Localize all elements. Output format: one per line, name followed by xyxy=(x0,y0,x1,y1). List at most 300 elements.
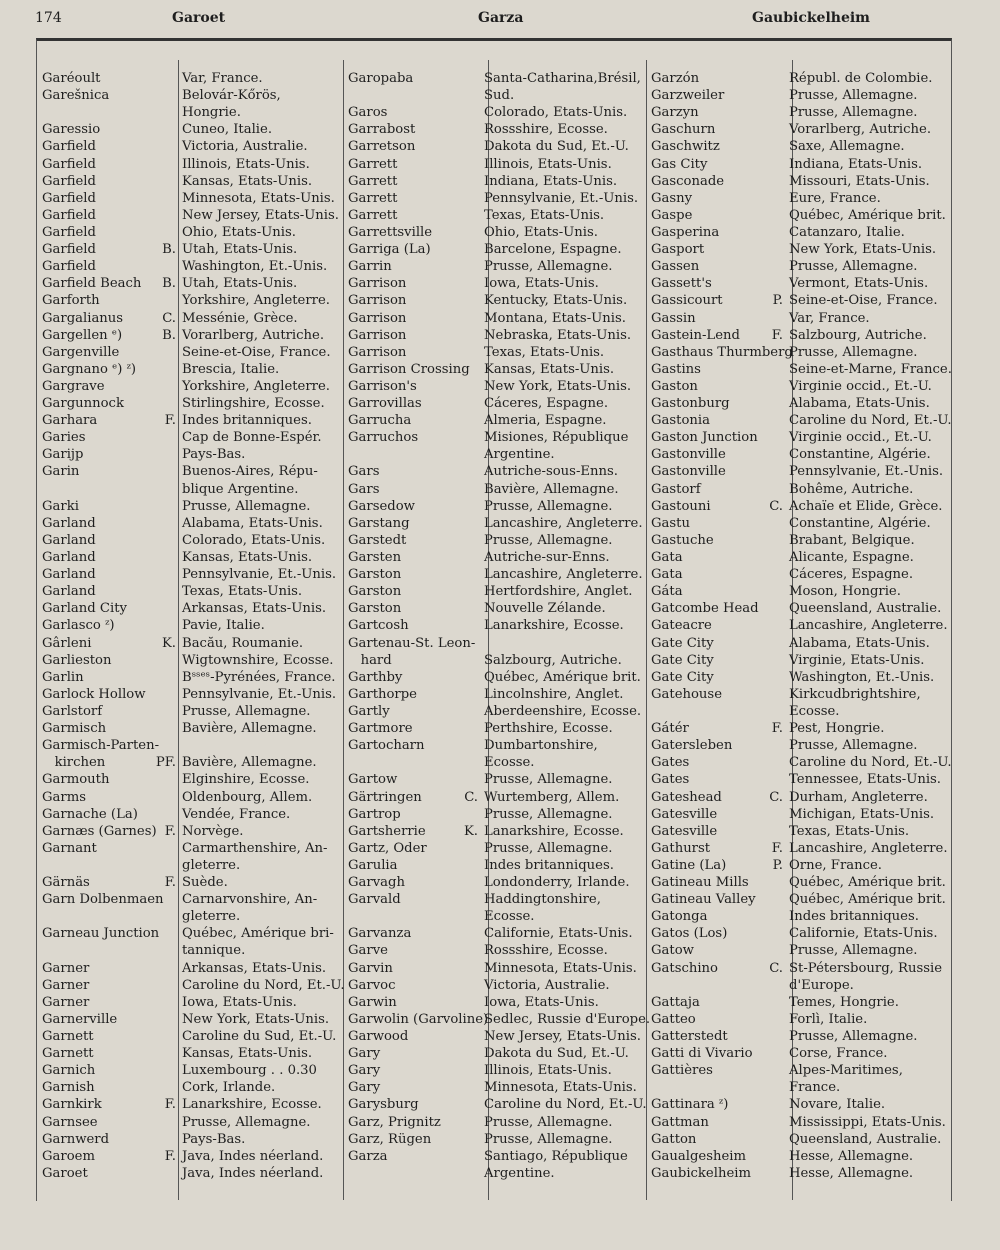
place-name: Gary xyxy=(348,1063,381,1079)
entry-row xyxy=(42,1096,340,1113)
region-country: Var, France. xyxy=(789,310,870,326)
place-name: Gatschino xyxy=(651,960,718,976)
region-country: Caroline du Nord, Et.-U. xyxy=(182,977,345,993)
place-name: Garretson xyxy=(348,139,416,155)
service-mark: F. xyxy=(164,1148,176,1164)
entry-row xyxy=(42,361,340,378)
header-first-entry: Garoet xyxy=(172,10,226,26)
region-country: Bˢˢᵉˢ-Pyrénées, France. xyxy=(182,669,336,685)
entry-row xyxy=(42,908,340,925)
region-country: Haddingtonshire, xyxy=(484,892,601,908)
place-name: Garijp xyxy=(42,447,84,463)
place-name: Garstedt xyxy=(348,532,407,548)
region-country: Hesse, Allemagne. xyxy=(789,1165,914,1181)
place-name: Gaston Junction xyxy=(651,430,758,446)
region-country: Québec, Amérique brit. xyxy=(484,669,641,685)
entry-row xyxy=(651,70,947,87)
entry-row xyxy=(42,583,340,600)
place-name: Garlock Hollow xyxy=(42,686,146,702)
place-name: Garnache (La) xyxy=(42,806,138,822)
entry-row xyxy=(651,361,952,378)
entry-row xyxy=(651,241,947,258)
entry-row xyxy=(348,754,644,771)
region-country: Ecosse. xyxy=(484,755,535,771)
region-country: Bacău, Roumanie. xyxy=(182,635,304,651)
entry-row xyxy=(651,566,947,583)
region-country: Texas, Etats-Unis. xyxy=(484,207,605,223)
entry-row xyxy=(651,344,947,361)
region-country: New York, Etats-Unis. xyxy=(484,378,632,394)
place-name: Gatos (Los) xyxy=(651,926,728,942)
entry-row xyxy=(42,652,340,669)
entry-row xyxy=(348,669,644,686)
place-name: Gaualgesheim xyxy=(651,1148,747,1164)
region-country: Forlì, Italie. xyxy=(789,1011,868,1027)
region-country: Arkansas, Etats-Unis. xyxy=(182,601,327,617)
place-name: Garvald xyxy=(348,892,401,908)
place-name: Gastorf xyxy=(651,481,701,497)
entry-row xyxy=(651,617,947,634)
region-country: Catanzaro, Italie. xyxy=(789,224,905,240)
place-name: Gars xyxy=(348,464,380,480)
place-name: Gáta xyxy=(651,584,683,600)
region-country: Minnesota, Etats-Unis. xyxy=(484,960,637,976)
region-country: Alpes-Maritimes, xyxy=(789,1063,903,1079)
region-country: Java, Indes néerland. xyxy=(182,1148,324,1164)
place-name: Garrison xyxy=(348,310,407,326)
region-country: Prusse, Allemagne. xyxy=(789,943,918,959)
place-name: Gatineau Valley xyxy=(651,892,756,908)
region-country: Prusse, Allemagne. xyxy=(789,1029,918,1045)
entry-row xyxy=(348,190,644,207)
place-name: Garnett xyxy=(42,1029,94,1045)
place-name: Garland xyxy=(42,584,96,600)
place-name: Gassen xyxy=(651,259,700,275)
entry-row xyxy=(348,703,644,720)
place-name: Gateshead xyxy=(651,789,722,805)
place-name: Garforth xyxy=(42,293,100,309)
entry-row xyxy=(42,156,340,173)
entry-row xyxy=(42,463,340,480)
service-mark: F. xyxy=(164,413,176,429)
entry-row xyxy=(651,173,947,190)
place-name: Garies xyxy=(42,430,86,446)
place-name: Gassin xyxy=(651,310,696,326)
place-name: Garrett xyxy=(348,173,398,189)
place-name: Garston xyxy=(348,601,402,617)
place-name: Garnerville xyxy=(42,1011,118,1027)
entry-row xyxy=(348,635,644,652)
place-name: Garstang xyxy=(348,515,410,531)
place-name: Garos xyxy=(348,105,388,121)
entry-row xyxy=(42,224,340,241)
region-country: Illinois, Etats-Unis. xyxy=(484,1063,612,1079)
region-country: Pennsylvanie, Et.-Unis. xyxy=(182,686,337,702)
region-country: Iowa, Etats-Unis. xyxy=(484,994,599,1010)
region-country: Lancashire, Angleterre. xyxy=(484,567,643,583)
place-name: Garfield xyxy=(42,224,96,240)
region-country: Wurtemberg, Allem. xyxy=(484,789,620,805)
place-name: Gasperina xyxy=(651,224,720,240)
entry-row xyxy=(42,138,340,155)
entry-row xyxy=(42,737,340,754)
place-name: Gatterstedt xyxy=(651,1029,728,1045)
region-country: Indes britanniques. xyxy=(182,413,312,429)
entry-row xyxy=(651,258,947,275)
region-country: Cap de Bonne-Espér. xyxy=(182,430,322,446)
entry-row xyxy=(651,1079,947,1096)
region-country: Rossshire, Ecosse. xyxy=(484,943,608,959)
region-country: Salzbourg, Autriche. xyxy=(789,327,927,343)
entry-row xyxy=(42,771,340,788)
place-name: Garmisch xyxy=(42,721,107,737)
region-country: Lincolnshire, Anglet. xyxy=(484,686,624,702)
place-name: Gargrave xyxy=(42,378,105,394)
region-country: Santiago, République xyxy=(484,1148,628,1164)
region-country: Prusse, Allemagne. xyxy=(484,532,613,548)
place-name: Garza xyxy=(348,1148,388,1164)
place-name: Garnæs (Garnes) xyxy=(42,823,157,839)
entry-row xyxy=(42,446,340,463)
region-country: Elginshire, Ecosse. xyxy=(182,772,310,788)
entry-row xyxy=(348,224,644,241)
entry-row xyxy=(348,87,644,104)
place-name: Garrabost xyxy=(348,122,416,138)
entry-row xyxy=(42,327,340,344)
entry-row xyxy=(651,224,947,241)
entry-row xyxy=(42,241,340,258)
page-header xyxy=(0,10,1000,38)
region-country: Bavière, Allemagne. xyxy=(182,755,317,771)
place-name: Garrovillas xyxy=(348,396,422,412)
region-country: Prusse, Allemagne. xyxy=(484,840,613,856)
place-name: Gastu xyxy=(651,515,690,531)
entry-row xyxy=(651,207,947,224)
entry-row xyxy=(348,1028,644,1045)
place-name: Garthby xyxy=(348,669,403,685)
entry-row xyxy=(348,686,644,703)
region-country: Cáceres, Espagne. xyxy=(789,567,914,583)
entry-row xyxy=(651,840,947,857)
entry-row xyxy=(348,121,644,138)
entry-row xyxy=(651,549,947,566)
entry-row xyxy=(348,823,644,840)
service-mark: B. xyxy=(162,242,176,258)
entry-row xyxy=(348,207,644,224)
place-name: Gatine (La) xyxy=(651,857,727,873)
entry-row xyxy=(348,515,644,532)
place-name: Garner xyxy=(42,994,90,1010)
entry-row xyxy=(348,925,644,942)
entry-row xyxy=(651,669,947,686)
entry-row xyxy=(42,549,340,566)
entry-row xyxy=(651,823,947,840)
place-name: Garfield xyxy=(42,156,96,172)
entry-row xyxy=(651,583,947,600)
header-middle-entry: Garza xyxy=(478,10,524,26)
entry-row xyxy=(348,977,644,994)
region-country: Prusse, Allemagne. xyxy=(789,259,918,275)
place-name: Garnant xyxy=(42,840,97,856)
entry-row xyxy=(651,156,947,173)
place-name: Garfield xyxy=(42,207,96,223)
service-mark: C. xyxy=(769,498,783,514)
gazetteer-column-1 xyxy=(42,70,345,1200)
place-name: Garnsee xyxy=(42,1114,98,1130)
region-country: Prusse, Allemagne. xyxy=(789,344,918,360)
header-last-entry: Gaubickelheim xyxy=(752,10,870,26)
place-name: Gathurst xyxy=(651,840,711,856)
region-country: Ecosse. xyxy=(789,703,840,719)
region-country: Carnarvonshire, An- xyxy=(182,892,318,908)
region-country: Sedlec, Russie d'Europe. xyxy=(484,1011,651,1027)
place-name: Gartsherrie xyxy=(348,823,426,839)
region-country: Kansas, Etats-Unis. xyxy=(484,361,615,377)
service-mark: C. xyxy=(162,310,176,326)
region-country: Argentine. xyxy=(484,1165,555,1181)
place-name: Garland xyxy=(42,532,96,548)
region-country: Nouvelle Zélande. xyxy=(484,601,606,617)
region-country: Washington, Et.-Unis. xyxy=(182,259,328,275)
place-name: Gatineau Mills xyxy=(651,875,749,891)
place-name: Garwin xyxy=(348,994,397,1010)
region-country: Kansas, Etats-Unis. xyxy=(182,1046,313,1062)
region-country: Cuneo, Italie. xyxy=(182,122,273,138)
region-country: Alabama, Etats-Unis. xyxy=(182,515,323,531)
entry-row xyxy=(42,1045,340,1062)
entry-row xyxy=(348,275,644,292)
place-name: Gattaja xyxy=(651,994,700,1010)
region-country: Queensland, Australie. xyxy=(789,601,942,617)
place-name: Gátér xyxy=(651,721,689,737)
place-name: Garfield xyxy=(42,139,96,155)
gazetteer-column-3 xyxy=(651,70,952,1200)
entry-row xyxy=(348,1165,644,1182)
entry-row xyxy=(348,138,644,155)
place-name: Gartly xyxy=(348,703,390,719)
entry-row xyxy=(651,532,947,549)
entry-row xyxy=(651,908,947,925)
region-country: New York, Etats-Unis. xyxy=(789,242,937,258)
entry-row xyxy=(651,412,952,429)
region-country: Bohême, Autriche. xyxy=(789,481,914,497)
place-name: Gate City xyxy=(651,635,714,651)
region-country: Hertfordshire, Anglet. xyxy=(484,584,633,600)
region-country: Belovár-Kőrös, xyxy=(182,88,281,104)
entry-row xyxy=(348,310,644,327)
service-mark: P. xyxy=(772,293,783,309)
region-country: Caroline du Nord, Et.-U. xyxy=(484,1097,647,1113)
region-country: Pays-Bas. xyxy=(182,1131,246,1147)
service-mark: F. xyxy=(164,1097,176,1113)
region-country: Bavière, Allemagne. xyxy=(484,481,619,497)
region-country: Yorkshire, Angleterre. xyxy=(182,378,330,394)
entry-row xyxy=(348,1148,644,1165)
place-name: Garsten xyxy=(348,550,402,565)
entry-row xyxy=(42,395,340,412)
place-name: Gary xyxy=(348,1046,381,1062)
entry-row xyxy=(348,532,644,549)
entry-row xyxy=(42,1028,340,1045)
region-country: Pays-Bas. xyxy=(182,447,246,463)
place-name: Garrison xyxy=(348,276,407,292)
region-country: Hongrie. xyxy=(182,105,241,121)
place-name: Garrison xyxy=(348,327,407,343)
place-name: Garland xyxy=(42,567,96,583)
region-country: Kansas, Etats-Unis. xyxy=(182,173,313,189)
region-country: Virginie occid., Et.-U. xyxy=(789,378,932,394)
entry-row xyxy=(348,652,644,669)
place-name: Gattman xyxy=(651,1114,709,1130)
region-country: Achaïe et Elide, Grèce. xyxy=(789,498,943,514)
region-country: Indiana, Etats-Unis. xyxy=(484,173,618,189)
entry-row xyxy=(651,121,947,138)
region-country: Québec, Amérique brit. xyxy=(789,892,946,908)
place-name: Garrucha xyxy=(348,413,412,429)
entry-row xyxy=(42,310,340,327)
place-name: Garešnica xyxy=(42,88,110,104)
place-name: Gärnäs xyxy=(42,875,90,891)
region-country: Pavie, Italie. xyxy=(182,618,265,634)
service-mark: F. xyxy=(771,721,783,737)
place-name: Garhara xyxy=(42,413,98,429)
entry-row xyxy=(651,635,947,652)
region-country: Corse, France. xyxy=(789,1046,888,1062)
entry-row xyxy=(348,806,644,823)
region-country: gleterre. xyxy=(182,909,241,925)
region-country: Vorarlberg, Autriche. xyxy=(182,327,325,343)
place-name: Gartocharn xyxy=(348,738,425,754)
entry-row xyxy=(42,566,340,583)
region-country: France. xyxy=(789,1080,841,1096)
region-country: Utah, Etats-Unis. xyxy=(182,242,298,258)
entry-row xyxy=(348,994,644,1011)
entry-row xyxy=(42,1062,340,1079)
entry-row xyxy=(651,104,947,121)
entry-row xyxy=(42,789,340,806)
region-country: Indes britanniques. xyxy=(484,857,614,873)
place-name: Garulia xyxy=(348,857,398,873)
place-name: Gata xyxy=(651,550,683,565)
place-name: Garrett xyxy=(348,207,398,223)
place-name: Garoet xyxy=(42,1165,88,1181)
region-country: Caroline du Nord, Et.-U. xyxy=(789,755,952,771)
entry-row xyxy=(348,908,644,925)
entry-row xyxy=(651,515,947,532)
region-country: Caroline du Sud, Et.-U. xyxy=(182,1029,337,1045)
region-country: Stirlingshire, Ecosse. xyxy=(182,396,325,412)
place-name: Gargellen ᵉ) xyxy=(42,327,123,343)
entry-row xyxy=(348,173,644,190)
place-name: Garopaba xyxy=(348,71,414,86)
service-mark: K. xyxy=(161,635,176,651)
place-name: Garnkirk xyxy=(42,1097,102,1113)
region-country: Iowa, Etats-Unis. xyxy=(182,994,297,1010)
place-name: Garland xyxy=(42,515,96,531)
entry-row xyxy=(651,720,947,737)
entry-row xyxy=(651,737,947,754)
entry-row xyxy=(651,1011,947,1028)
entry-row xyxy=(348,429,644,446)
entry-row xyxy=(42,994,340,1011)
place-name: Gas City xyxy=(651,156,708,172)
place-name: Gaubickelheim xyxy=(651,1165,751,1181)
place-name: Gastonia xyxy=(651,413,710,429)
place-name: Garrison's xyxy=(348,378,417,394)
place-name: Garms xyxy=(42,789,86,805)
entry-row xyxy=(651,686,947,703)
place-name: Garnich xyxy=(42,1063,96,1079)
region-country: Kirkcudbrightshire, xyxy=(789,686,921,702)
entry-row xyxy=(42,720,340,737)
place-name: Garfield xyxy=(42,173,96,189)
place-name: Gastonville xyxy=(651,447,726,463)
region-country: Prusse, Allemagne. xyxy=(182,498,311,514)
place-name: Gassett's xyxy=(651,276,712,292)
service-mark: PF. xyxy=(155,755,176,771)
service-mark: F. xyxy=(771,327,783,343)
place-name: Gasthaus Thurmberg xyxy=(651,344,793,360)
region-country: blique Argentine. xyxy=(182,481,299,497)
region-country: Républ. de Colombie. xyxy=(789,71,933,86)
region-country: Utah, Etats-Unis. xyxy=(182,276,298,292)
region-country: Alabama, Etats-Unis. xyxy=(789,396,930,412)
place-name: Garrett xyxy=(348,190,398,206)
place-name: Garrison Crossing xyxy=(348,361,470,377)
place-name: Gatonga xyxy=(651,909,708,925)
place-name: Gattières xyxy=(651,1063,713,1079)
entry-row xyxy=(348,327,644,344)
place-name: Gatesville xyxy=(651,823,718,839)
region-country: Misiones, République xyxy=(484,430,629,446)
entry-row xyxy=(651,378,947,395)
region-country: Pennsylvanie, Et.-Unis. xyxy=(484,190,639,206)
entry-row xyxy=(42,977,345,994)
region-country: Lancashire, Angleterre. xyxy=(789,840,948,856)
region-country: Java, Indes néerland. xyxy=(182,1165,324,1181)
region-country: Autriche-sous-Enns. xyxy=(484,464,618,480)
region-country: Caroline du Nord, Et.-U. xyxy=(789,413,952,429)
region-country: Aberdeenshire, Ecosse. xyxy=(484,703,642,719)
region-country: Rossshire, Ecosse. xyxy=(484,122,608,138)
entry-row xyxy=(42,806,340,823)
region-country: Eure, France. xyxy=(789,190,881,206)
place-name: Garneau Junction xyxy=(42,926,160,942)
entry-row xyxy=(348,720,644,737)
place-name: Gatesville xyxy=(651,806,718,822)
entry-row xyxy=(348,1045,644,1062)
region-country: Queensland, Australie. xyxy=(789,1131,942,1147)
entry-row xyxy=(348,1079,644,1096)
entry-row xyxy=(42,1011,340,1028)
region-country: Colorado, Etats-Unis. xyxy=(182,532,326,548)
place-name: Garlasco ᶻ) xyxy=(42,618,115,634)
region-country: Luxembourg . . 0.30 xyxy=(182,1063,317,1079)
place-name: Gary xyxy=(348,1080,381,1096)
region-country: Prusse, Allemagne. xyxy=(484,1131,613,1147)
place-name: Gateacre xyxy=(651,618,712,634)
service-mark: F. xyxy=(164,823,176,839)
region-country: Dumbartonshire, xyxy=(484,738,598,754)
place-name: Garfield xyxy=(42,259,96,275)
place-name: Gärtringen xyxy=(348,789,422,805)
place-name: Garvanza xyxy=(348,926,412,942)
region-country: Indiana, Etats-Unis. xyxy=(789,156,923,172)
place-name: Gastonville xyxy=(651,464,726,480)
region-country: Almeria, Espagne. xyxy=(484,413,607,429)
region-country: New Jersey, Etats-Unis. xyxy=(484,1029,641,1045)
place-name: Garner xyxy=(42,960,90,976)
